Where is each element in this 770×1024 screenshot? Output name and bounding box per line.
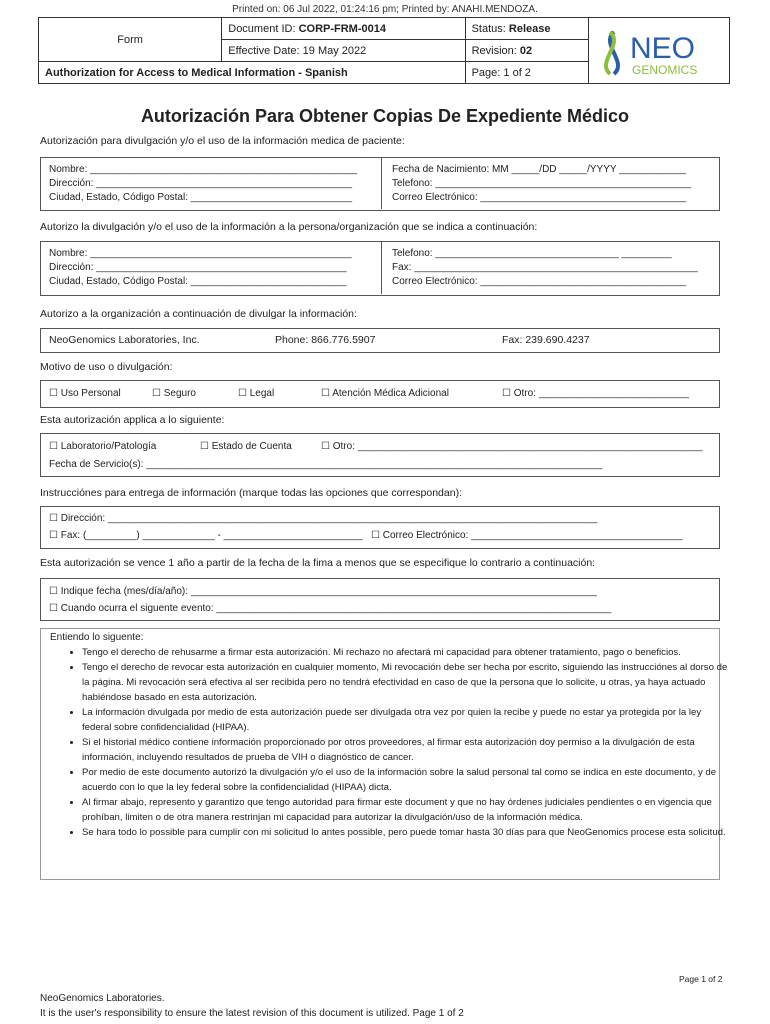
revision-cell <box>465 40 588 62</box>
list-item: • Si el historial médico contiene información proporcionado por otros proveedores, al firmar esta autorización doy permiso a la divulgación de esta información, incluyendo resultados de prueba de VIH o diagnóstico de cancer. <box>82 735 732 765</box>
expiration-event-checkbox[interactable]: ☐ Cuando ocurra el siguente evento: _______________________________________________________________________ <box>49 603 612 614</box>
patient-phone-field[interactable]: Telefono: ______________________________________________ <box>392 178 692 189</box>
effective-date-cell <box>222 40 465 62</box>
patient-name-field[interactable]: Nombre: ________________________________________________ <box>49 164 358 175</box>
footer-company: NeoGenomics Laboratories. <box>40 993 165 1004</box>
recipient-fax-field[interactable]: Fax: ___________________________________________________ <box>392 262 698 273</box>
patient-left-fields <box>49 163 357 205</box>
patient-box-divider <box>381 157 382 209</box>
patient-dob-field[interactable]: Fecha de Nacimiento: MM _____/DD _____/YYYY ____________ <box>392 164 686 175</box>
section6-heading: Instrucciónes para entrega de información (marque todas las opciones que correspondan): <box>40 487 462 499</box>
applies-lab-checkbox[interactable]: ☐ Laboratorio/Patología <box>49 441 157 452</box>
form-cell: Form <box>39 18 222 62</box>
recipient-city-field[interactable]: Ciudad, Estado, Código Postal: ____________________________ <box>49 276 347 287</box>
doc-id-label: Document ID: <box>228 22 296 35</box>
page-number-right: Page 1 of 2 <box>679 974 723 984</box>
status-label: Status: <box>471 22 506 35</box>
section8-heading: Entiendo lo siguente: <box>50 632 144 643</box>
section4-heading: Motivo de uso o divulgación: <box>40 361 173 373</box>
patient-address-field[interactable]: Dirección: ______________________________________________ <box>49 178 353 189</box>
section2-heading: Autorizo la divulgación y/o el uso de la información a la persona/organización que se indica a continuación: <box>40 221 538 233</box>
section5-heading: Esta autorización applica a lo siguiente: <box>40 414 225 426</box>
doc-id-cell <box>222 18 465 40</box>
neogenomics-logo <box>596 24 726 82</box>
revision-value: 02 <box>519 44 533 57</box>
applies-account-checkbox[interactable]: ☐ Estado de Cuenta <box>200 441 292 452</box>
logo-helix-icon <box>596 24 726 82</box>
delivery-address-checkbox[interactable]: ☐ Dirección: ________________________________________________________________________________________ <box>49 513 598 524</box>
recipient-name-field[interactable]: Nombre: _______________________________________________ <box>49 248 352 259</box>
document-title-cell: Authorization for Access to Medical Information - Spanish <box>39 62 466 84</box>
purpose-insurance-checkbox[interactable]: ☐ Seguro <box>152 388 196 399</box>
recipient-address-field[interactable]: Dirección: _____________________________________________ <box>49 262 347 273</box>
list-item: • Tengo el derecho de revocar esta autorización en cualquier momento, Mi revocación debe ser hecha por escrito, siguiendo las instrucciónes al dorso de la página. Mi revocación será efectiva al ser recibida pero no tendrá efectividad en caso de que la persona que lo solicite, u otras, ya haya actuado habiéndose basado en esta autorización. <box>82 660 732 705</box>
organization-name: NeoGenomics Laboratories, Inc. <box>49 334 200 346</box>
section7-heading: Esta autorización se vence 1 año a partir de la fecha de la fima a menos que se especifique lo contrario a continuación: <box>40 557 596 569</box>
section1-heading: Autorización para divulgación y/o el uso de la información medica de paciente: <box>40 135 405 147</box>
section3-heading: Autorizo a la organización a continuación de divulgar la información: <box>40 308 357 320</box>
list-item: • La información divulgada por medio de esta autorización puede ser divulgada otra vez por quien la recibe y puede no estar ya protegida por la ley federal sobre confidencialidad (HIPAA). <box>82 705 732 735</box>
recipient-box-divider <box>381 241 382 294</box>
applies-other-checkbox[interactable]: ☐ Otro: ______________________________________________________________ <box>321 441 703 452</box>
recipient-right-fields <box>392 247 698 289</box>
purpose-medical-checkbox[interactable]: ☐ Atención Médica Adicional <box>321 388 449 399</box>
recipient-email-field[interactable]: Correo Electrónico: _____________________________________ <box>392 276 687 287</box>
delivery-fax-email-checkbox[interactable]: ☐ Fax: (_________) _____________ - _________________________ ☐ Correo Electrónico: ______________________________________ <box>49 530 683 541</box>
purpose-personal-checkbox[interactable]: ☐ Uso Personal <box>49 388 121 399</box>
page-cell: Page: 1 of 2 <box>465 62 588 84</box>
logo-genomics-text: GENOMICS <box>632 63 698 77</box>
footer-note: It is the user's responsibility to ensure the latest revision of this document is utilized. Page 1 of 2 <box>40 1008 464 1019</box>
patient-email-field[interactable]: Correo Electrónico: _____________________________________ <box>392 192 687 203</box>
status-cell <box>465 18 588 40</box>
service-date-field[interactable]: Fecha de Servicio(s): __________________________________________________________________________________ <box>49 459 603 470</box>
page-title: Autorización Para Obtener Copias De Expediente Médico <box>140 106 630 126</box>
logo-neo-text: NEO <box>630 32 696 65</box>
revision-label: Revision: <box>471 44 517 57</box>
doc-id-value: CORP-FRM-0014 <box>298 22 386 35</box>
effective-date-value: 19 May 2022 <box>302 44 367 57</box>
organization-fax: Fax: 239.690.4237 <box>502 334 590 346</box>
expiration-date-checkbox[interactable]: ☐ Indique fecha (mes/día/año): _________________________________________________________________________ <box>49 586 597 597</box>
organization-phone: Phone: 866.776.5907 <box>275 334 376 346</box>
purpose-legal-checkbox[interactable]: ☐ Legal <box>238 388 275 399</box>
effective-date-label: Effective Date: <box>228 44 300 57</box>
status-value: Release <box>508 22 551 35</box>
list-item: • Al firmar abajo, represento y garantizo que tengo autoridad para firmar este document y que no hay órdenes judiciales pendientes o en vigencia que prohíban, limiten o de otra manera restrinjan mi capacidad para autorizar la divulgación/uso de la información médica. <box>82 795 732 825</box>
understanding-list <box>52 645 732 840</box>
printed-line: Printed on: 06 Jul 2022, 01:24:16 pm; Printed by: ANAHI.MENDOZA. <box>232 4 538 15</box>
patient-right-fields <box>392 163 691 205</box>
recipient-left-fields <box>49 247 352 289</box>
purpose-other-checkbox[interactable]: ☐ Otro: ___________________________ <box>502 388 689 399</box>
list-item: • Se hara todo lo possible para cumplir con mi solicitud lo antes possible, pero puede tomar hasta 30 días para que NeoGenomics procese esta solicitud. <box>82 825 732 840</box>
patient-city-field[interactable]: Ciudad, Estado, Código Postal: _____________________________ <box>49 192 353 203</box>
list-item: • Por medio de este documento autorizó la divulgación y/o el uso de la información sobre la salud personal tal como se indica en este documento, y de acuerdo con lo que la ley federal sobre la confidencialidad (HIPAA) dicta. <box>82 765 732 795</box>
recipient-phone-field[interactable]: Telefono: _________________________________ _________ <box>392 248 672 259</box>
list-item: • Tengo el derecho de rehusarme a firmar esta autorización. Mi rechazo no afectará mi capacidad para obtener tratamiento, pago o beneficios. <box>82 645 732 660</box>
